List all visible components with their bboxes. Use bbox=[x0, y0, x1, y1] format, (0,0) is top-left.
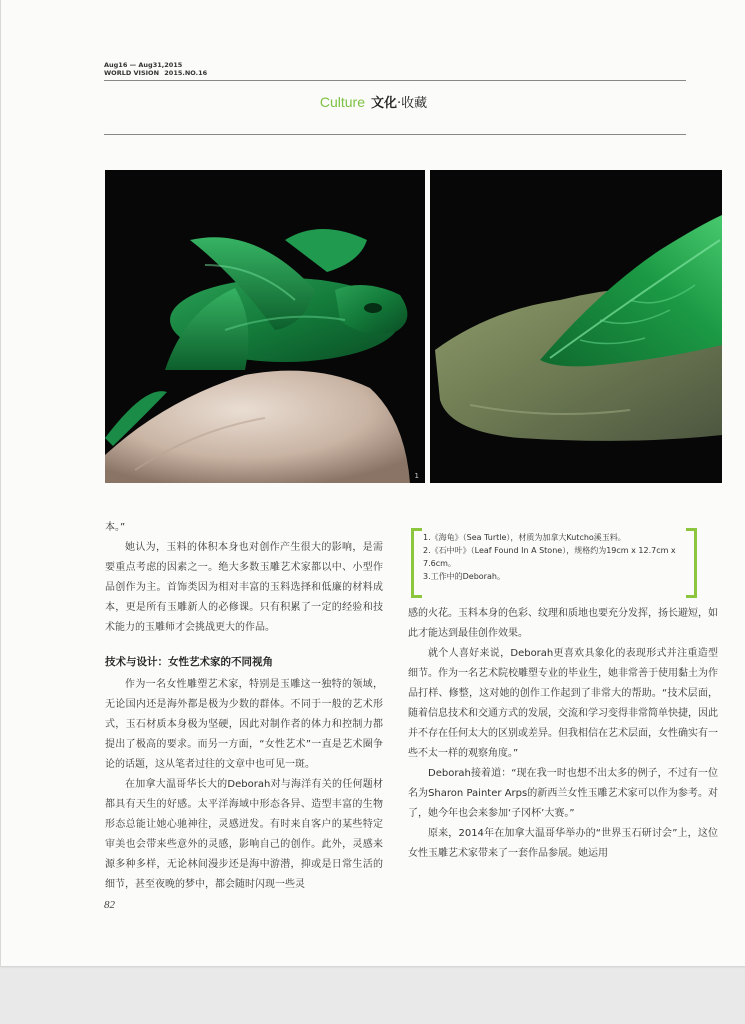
caption-bracket-left bbox=[411, 528, 422, 598]
photo-number: 1 bbox=[414, 472, 419, 480]
issue-info bbox=[104, 61, 207, 77]
magazine-name: WORLD VISION bbox=[104, 69, 160, 77]
paragraph: 原来，2014年在加拿大温哥华举办的“世界玉石研讨会”上，这位女性玉雕艺术家带来了一套作品参展。她运用 bbox=[408, 828, 718, 859]
caption-2: 2.《石中叶》（Leaf Found In A Stone），规格约为19cm x 12.7cm x 7.6cm。 bbox=[423, 546, 676, 568]
section-title-chinese: 文化 bbox=[370, 96, 397, 111]
paragraph: 就个人喜好来说，Deborah更喜欢具象化的表现形式并注重造型细节。作为一名艺术院校雕塑专业的毕业生，她非常善于使用黏土为作品打样、修整，这对她的创作工作起到了非常大的帮助。“技术层面，随着信息技术和交通方式的发展，交流和学习变得非常简单快捷，因此并不存在任何太大的区别或差异。但我相信在艺术层面，女性确实有一些不太一样的观察角度。” bbox=[408, 648, 718, 759]
right-text-column bbox=[408, 604, 718, 864]
sea-turtle-photo bbox=[105, 170, 425, 483]
issue-date: Aug16 — Aug31,2015 bbox=[104, 61, 183, 69]
left-text-column bbox=[105, 518, 383, 895]
sea-turtle-image bbox=[105, 170, 425, 483]
section-title-sub: 收藏 bbox=[401, 96, 428, 111]
leaf-in-stone-photo bbox=[430, 170, 722, 483]
issue-number: 2015.NO.16 bbox=[164, 69, 208, 77]
paragraph: 本。” bbox=[105, 522, 126, 533]
header-rule-top bbox=[104, 80, 686, 81]
paragraph: Deborah接着道：“现在我一时也想不出太多的例子，不过有一位名为Sharon Painter Arps的新西兰女性玉雕艺术家可以作为参考。对了，她今年也会来参加‘子冈杯’大赛。” bbox=[408, 768, 718, 819]
section-title-english: Culture bbox=[319, 94, 365, 110]
paragraph: 感的火花。玉料本身的色彩、纹理和质地也要充分发挥，扬长避短，如此才能达到最佳创作效果。 bbox=[408, 608, 718, 639]
header-rule-bottom bbox=[104, 134, 686, 135]
caption-3: 3.工作中的Deborah。 bbox=[423, 572, 505, 581]
section-title bbox=[1, 92, 745, 111]
section-heading: 技术与设计：女性艺术家的不同视角 bbox=[105, 656, 273, 668]
leaf-in-stone-image bbox=[430, 170, 722, 483]
paragraph: 她认为，玉料的体积本身也对创作产生很大的影响，是需要重点考虑的因素之一。绝大多数玉雕艺术家都以中、小型作品创作为主。首饰类因为相对丰富的玉料选择和低廉的材料成本，更是所有玉雕新人的必修课。只有积累了一定的经验和技术能力的玉雕师才会挑战更大的作品。 bbox=[105, 542, 383, 633]
section-title-separator: · bbox=[397, 96, 402, 111]
caption-1: 1.《海龟》（Sea Turtle），材质为加拿大Kutcho溪玉料。 bbox=[423, 533, 626, 542]
paragraph: 作为一名女性雕塑艺术家，特别是玉雕这一独特的领域，无论国内还是海外都是极为少数的群体。不同于一般的艺术形式，玉石材质本身极为坚硬，因此对制作者的体力和控制力都提出了极高的要求。而另一方面，“女性艺术”一直是艺术圈争论的话题，这从笔者过往的文章中也可见一斑。 bbox=[105, 679, 383, 770]
paragraph: 在加拿大温哥华长大的Deborah对与海洋有关的任何题材都具有天生的好感。太平洋海域中形态各异、造型丰富的生物形态总能让她心驰神往，灵感迸发。有时来自客户的某些特定审美也会带来些意外的灵感，影响自己的创作。此外，灵感来源多种多样，无论林间漫步还是海中游潜，抑或是日常生活的细节，甚至夜晚的梦中，都会随时闪现一些灵 bbox=[105, 779, 383, 890]
photo-captions bbox=[411, 528, 686, 594]
page-number: 82 bbox=[104, 899, 115, 911]
